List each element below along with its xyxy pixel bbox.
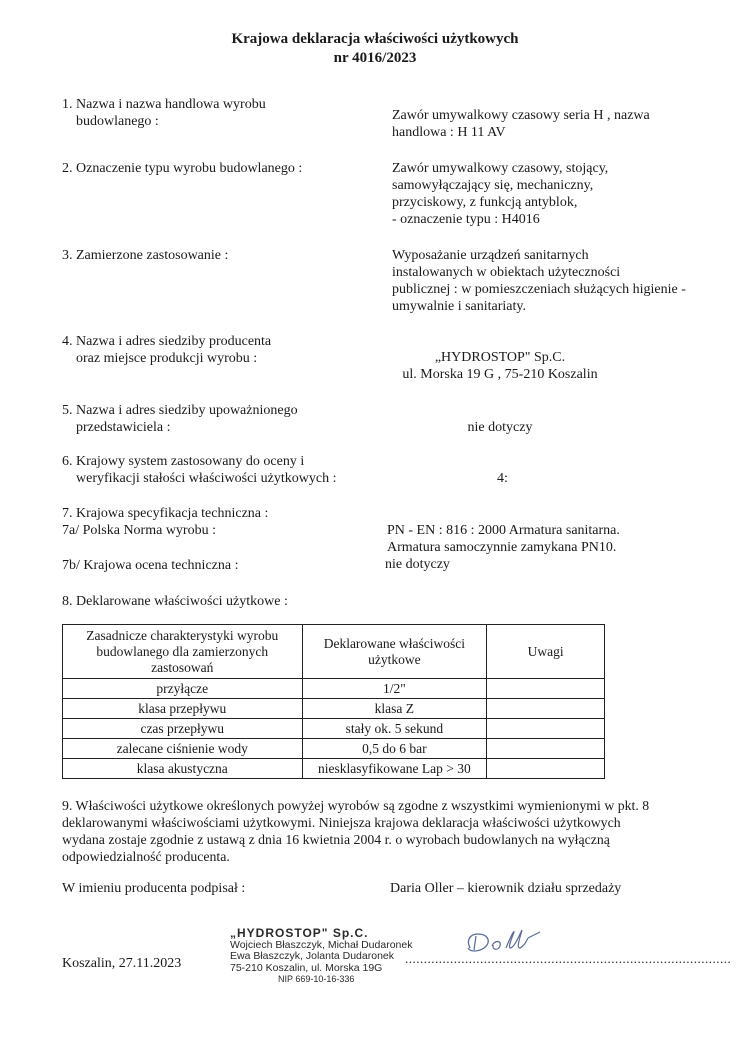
stamp-line: 75-210 Koszalin, ul. Morska 19G xyxy=(230,961,383,974)
item-8-heading: 8. Deklarowane właściwości użytkowe : xyxy=(62,594,288,609)
document-number: nr 4016/2023 xyxy=(333,50,417,66)
item-7a-value-line: PN - EN : 816 : 2000 Armatura sanitarna. xyxy=(387,523,620,538)
table-cell: niesklasyfikowane Lap > 30 xyxy=(302,759,487,779)
item-2-value-line: przyciskowy, z funkcją antyblok, xyxy=(392,195,578,210)
item-3-value-line: publicznej : w pomieszczeniach służących higienie - xyxy=(392,282,686,297)
item-3-value-line: Wyposażanie urządzeń sanitarnych xyxy=(392,248,589,263)
statement-line: odpowiedzialność producenta. xyxy=(62,849,230,864)
item-6-label xyxy=(62,453,336,487)
table-cell xyxy=(487,719,605,739)
producer-name: „HYDROSTOP" Sp.C. xyxy=(434,350,566,365)
item-3-label-line: 3. Zamierzone zastosowanie : xyxy=(62,248,229,263)
item-1-label xyxy=(62,96,266,130)
conformity-statement xyxy=(62,797,742,865)
table-row xyxy=(63,679,605,699)
declared-properties-table xyxy=(62,624,605,779)
table-cell: klasa akustyczna xyxy=(63,759,303,779)
column-header: Uwagi xyxy=(487,625,605,679)
item-4-label-line: oraz miejsce produkcji wyrobu : xyxy=(76,351,258,366)
item-6-label-line: weryfikacji stałości właściwości użytkowych : xyxy=(76,471,337,486)
item-5-label-line: 5. Nazwa i adres siedziby upoważnionego xyxy=(62,403,298,418)
item-1-label-line: budowlanego : xyxy=(76,114,159,129)
item-3-value-line: umywalnie i sanitariaty. xyxy=(392,299,526,314)
column-header: Zasadnicze charakterystyki wyrobu budowlanego dla zamierzonych zastosowań xyxy=(63,625,303,679)
item-5-label-line: przedstawiciela : xyxy=(76,420,171,435)
item-3-value-line: instalowanych w obiektach użyteczności xyxy=(392,265,621,280)
signed-by-label: W imieniu producenta podpisał : xyxy=(62,881,246,896)
producer-address: ul. Morska 19 G , 75-210 Koszalin xyxy=(402,367,598,382)
table-cell: 1/2" xyxy=(302,679,487,699)
statement-line: wydana zostaje zgodnie z ustawą z dnia 16 kwietnia 2004 r. o wyrobach budowlanych na wyłączną xyxy=(62,832,610,847)
table-cell: przyłącze xyxy=(63,679,303,699)
company-stamp xyxy=(230,928,412,986)
signatory-name: Daria Oller – kierownik działu sprzedaży xyxy=(390,881,622,896)
item-2-value-line: Zawór umywalkowy czasowy, stojący, xyxy=(392,161,609,176)
item-4-value xyxy=(380,349,620,383)
item-7a-label: 7a/ Polska Norma wyrobu : xyxy=(62,523,216,538)
table-row xyxy=(63,759,605,779)
table-row xyxy=(63,699,605,719)
item-1-value xyxy=(392,107,650,141)
column-header: Deklarowane właściwości użytkowe xyxy=(302,625,487,679)
table-cell: klasa przepływu xyxy=(63,699,303,719)
stamp-line: Wojciech Błaszczyk, Michał Dudaronek xyxy=(230,938,413,951)
table-cell xyxy=(487,679,605,699)
stamp-company-name: „HYDROSTOP" Sp.C. xyxy=(230,926,369,940)
item-6-value: 4: xyxy=(497,471,508,486)
item-1-label-line: 1. Nazwa i nazwa handlowa wyrobu xyxy=(62,97,266,112)
item-2-value-line: samowyłączający się, mechaniczny, xyxy=(392,178,594,193)
item-7b-value: nie dotyczy xyxy=(385,557,450,572)
place-and-date: Koszalin, 27.11.2023 xyxy=(62,956,182,971)
item-5-label xyxy=(62,402,298,436)
item-3-value xyxy=(392,247,686,315)
statement-line: 9. Właściwości użytkowe określonych powyżej wyrobów są zgodne z wszystkimi wymienionymi w pkt. 8 xyxy=(62,798,650,813)
item-3-label xyxy=(62,247,228,264)
signature-line: ....................................................................................... xyxy=(405,951,732,966)
table-row xyxy=(63,739,605,759)
item-4-label-line: 4. Nazwa i adres siedziby producenta xyxy=(62,334,272,349)
table-cell: zalecane ciśnienie wody xyxy=(63,739,303,759)
item-7a-value xyxy=(387,522,620,556)
table-cell: czas przepływu xyxy=(63,719,303,739)
statement-line: deklarowanymi właściwościami użytkowymi. Niniejsza krajowa deklaracja właściwości użytkowych xyxy=(62,815,621,830)
table-cell: stały ok. 5 sekund xyxy=(302,719,487,739)
table-cell: klasa Z xyxy=(302,699,487,719)
item-2-label xyxy=(62,160,302,177)
table-header-row xyxy=(63,625,605,679)
item-7a-value-line: Armatura samoczynnie zamykana PN10. xyxy=(387,540,617,555)
table-cell xyxy=(487,699,605,719)
item-4-label xyxy=(62,333,271,367)
table-cell: 0,5 do 6 bar xyxy=(302,739,487,759)
item-6-label-line: 6. Krajowy system zastosowany do oceny i xyxy=(62,454,305,469)
item-1-value-line: Zawór umywalkowy czasowy seria H , nazwa xyxy=(392,108,650,123)
item-2-value xyxy=(392,160,608,228)
table-row xyxy=(63,719,605,739)
stamp-nip: NIP 669-10-16-336 xyxy=(278,974,355,984)
item-7-heading: 7. Krajowa specyfikacja techniczna : xyxy=(62,506,269,521)
item-5-value: nie dotyczy xyxy=(467,420,533,435)
item-2-label-line: 2. Oznaczenie typu wyrobu budowlanego : xyxy=(62,161,303,176)
stamp-line: Ewa Błaszczyk, Jolanta Dudaronek xyxy=(230,950,394,962)
item-2-value-line: - oznaczenie typu : H4016 xyxy=(392,212,540,227)
table-cell xyxy=(487,759,605,779)
document-title: Krajowa deklaracja właściwości użytkowych xyxy=(231,31,519,47)
item-1-value-line: handlowa : H 11 AV xyxy=(392,125,506,140)
table-cell xyxy=(487,739,605,759)
item-7b-label: 7b/ Krajowa ocena techniczna : xyxy=(62,558,239,573)
